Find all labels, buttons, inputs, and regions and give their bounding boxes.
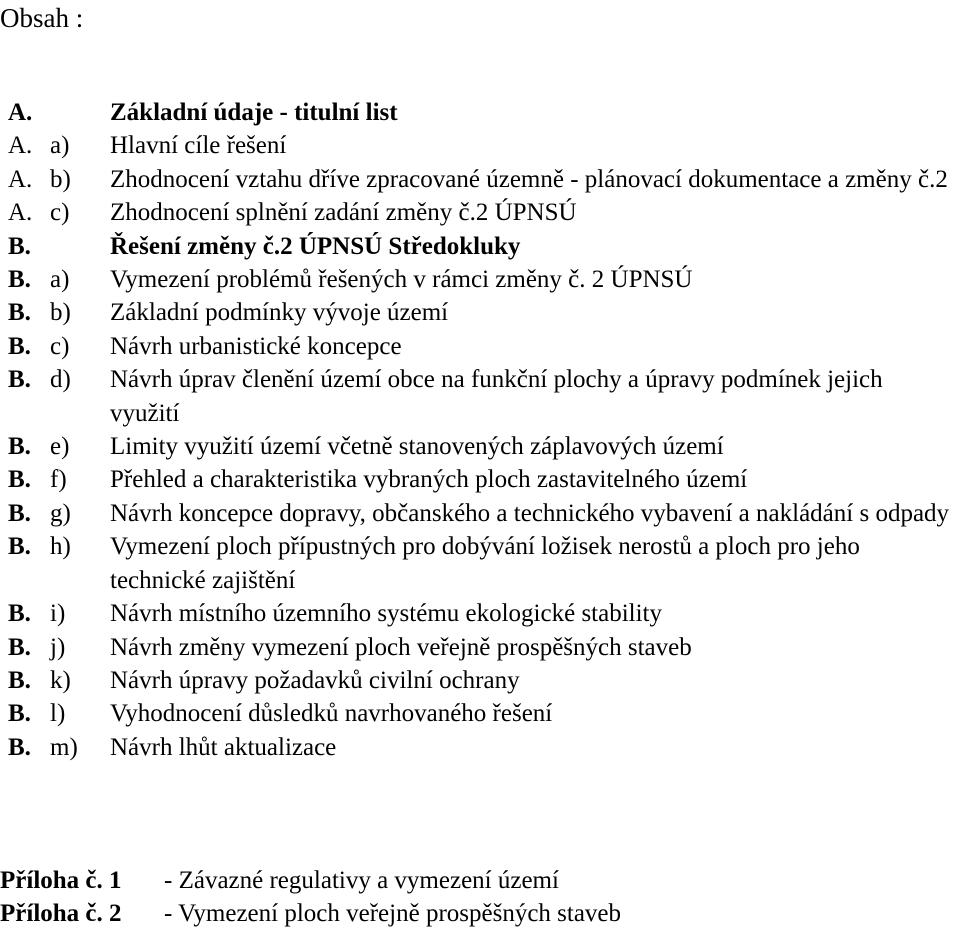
toc-sub: c) <box>50 332 70 360</box>
toc-sub: h) <box>50 533 71 561</box>
toc-text: Vymezení ploch přípustných pro dobývání ložisek nerostů a ploch pro jeho technické zajištění <box>110 533 860 594</box>
annex-item-1 <box>0 864 950 897</box>
toc-sub: l) <box>50 700 66 728</box>
annex-text: - Vymezení ploch veřejně prospěšných staveb <box>164 900 622 928</box>
toc-item-b-b <box>8 296 958 329</box>
toc-item-b-m <box>8 731 958 764</box>
toc-sub: a) <box>50 132 70 160</box>
toc-letter: B. <box>8 733 31 761</box>
toc-sub: k) <box>50 666 71 694</box>
toc-sub: b) <box>50 165 71 193</box>
annex-list <box>0 864 950 931</box>
toc-text: Zhodnocení splnění zadání změny č.2 ÚPNSÚ <box>110 199 577 227</box>
toc-letter: B. <box>8 600 31 628</box>
toc-letter: B. <box>8 700 31 728</box>
annex-label: Příloha č. 1 <box>0 867 122 894</box>
toc-sub: a) <box>50 266 70 294</box>
toc-item-b-l <box>8 697 958 730</box>
toc-text: Základní podmínky vývoje území <box>110 299 449 327</box>
annex-label: Příloha č. 2 <box>0 900 122 928</box>
toc-letter: B. <box>8 533 31 561</box>
toc-letter: B. <box>8 433 31 461</box>
toc-text: Základní údaje - titulní list <box>110 99 398 126</box>
annex-text: - Závazné regulativy a vymezení území <box>164 867 559 894</box>
toc-sub: i) <box>50 600 66 628</box>
toc-text: Návrh změny vymezení ploch veřejně prospěšných staveb <box>110 633 692 661</box>
toc-item-b-g <box>8 497 958 530</box>
toc-item-b-c <box>8 330 958 363</box>
toc-item-b-i <box>8 597 958 630</box>
toc-section-b <box>8 230 958 263</box>
toc-sub: g) <box>50 499 71 527</box>
toc-text: Řešení změny č.2 ÚPNSÚ Středokluky <box>110 232 521 260</box>
toc-item-a-b <box>8 163 958 196</box>
toc-letter: B. <box>8 332 31 360</box>
toc-text: Přehled a charakteristika vybraných ploch zastavitelného území <box>110 466 748 494</box>
page-title: Obsah : <box>0 3 84 33</box>
toc-item-b-k <box>8 664 958 697</box>
toc-letter: B. <box>8 666 31 694</box>
toc-sub: j) <box>50 633 66 661</box>
toc-letter: B. <box>8 232 31 260</box>
toc-item-b-f <box>8 463 958 496</box>
toc-letter: B. <box>8 266 31 294</box>
toc-text: Návrh úprav členění území obce na funkční plochy a úpravy podmínek jejich využití <box>110 366 883 427</box>
toc-text: Limity využití území včetně stanovených záplavových území <box>110 433 724 461</box>
table-of-contents <box>8 96 958 764</box>
toc-letter: B. <box>8 466 31 494</box>
toc-text: Zhodnocení vztahu dříve zpracované územně - plánovací dokumentace a změny č.2 <box>110 165 948 193</box>
toc-sub: m) <box>50 733 78 761</box>
toc-text: Návrh urbanistické koncepce <box>110 332 402 360</box>
toc-sub: b) <box>50 299 71 327</box>
toc-item-b-e <box>8 430 958 463</box>
toc-letter: B. <box>8 499 31 527</box>
toc-item-b-j <box>8 631 958 664</box>
toc-letter: A. <box>8 199 33 227</box>
toc-text: Návrh místního územního systému ekologické stability <box>110 600 663 628</box>
toc-sub: d) <box>50 366 71 394</box>
toc-text: Vyhodnocení důsledků navrhovaného řešení <box>110 700 553 728</box>
toc-letter: A. <box>8 99 33 126</box>
toc-section-a <box>8 96 958 129</box>
toc-text: Vymezení problémů řešených v rámci změny č. 2 ÚPNSÚ <box>110 266 693 294</box>
toc-item-b-a <box>8 263 958 296</box>
annex-item-2 <box>0 897 950 930</box>
toc-item-b-h <box>8 530 958 597</box>
toc-text: Hlavní cíle řešení <box>110 132 287 160</box>
toc-letter: B. <box>8 366 31 394</box>
toc-item-a-c <box>8 196 958 229</box>
toc-letter: A. <box>8 132 33 160</box>
toc-text: Návrh lhůt aktualizace <box>110 733 337 761</box>
toc-letter: B. <box>8 633 31 661</box>
toc-sub: e) <box>50 433 70 461</box>
toc-sub: c) <box>50 199 70 227</box>
toc-letter: A. <box>8 165 33 193</box>
toc-item-b-d <box>8 363 958 430</box>
toc-text: Návrh úpravy požadavků civilní ochrany <box>110 666 520 694</box>
toc-text: Návrh koncepce dopravy, občanského a technického vybavení a nakládání s odpady <box>110 499 950 527</box>
toc-letter: B. <box>8 299 31 327</box>
toc-item-a-a <box>8 129 958 162</box>
toc-sub: f) <box>50 466 67 494</box>
